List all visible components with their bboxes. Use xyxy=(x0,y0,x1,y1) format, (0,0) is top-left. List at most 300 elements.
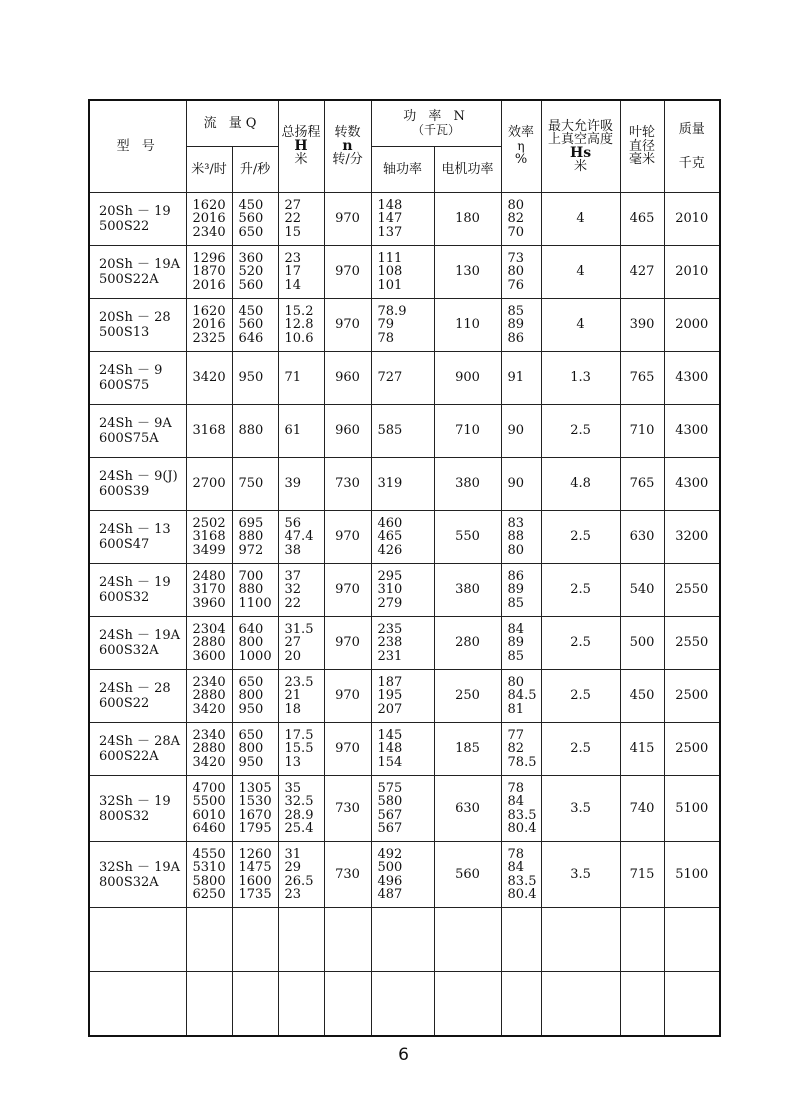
cell-suction-height: 2.5 xyxy=(541,670,620,723)
cell-flow-ls-value: 560 xyxy=(238,211,264,227)
cell-efficiency-value: 85 xyxy=(507,303,525,319)
header-shaft-power: 轴功率 xyxy=(371,147,434,193)
cell-model-value: 24Sh － 9 xyxy=(99,363,163,378)
blank-cell xyxy=(434,908,501,972)
cell-motor-power: 710 xyxy=(434,405,501,458)
cell-mass: 2500 xyxy=(664,670,720,723)
cell-flow-ls-value: 450 xyxy=(238,197,264,213)
cell-mass: 4300 xyxy=(664,352,720,405)
blank-cell xyxy=(664,972,720,1037)
cell-efficiency xyxy=(501,246,541,299)
cell-impeller-diameter: 427 xyxy=(620,246,664,299)
cell-motor-power: 185 xyxy=(434,723,501,776)
cell-flow-m3h-value: 2502 xyxy=(192,515,226,531)
cell-flow-m3h-value: 2340 xyxy=(192,727,226,743)
cell-flow-ls-value: 650 xyxy=(238,224,264,240)
blank-cell xyxy=(324,972,371,1037)
cell-flow-ls-value: 880 xyxy=(238,529,264,545)
cell-head-value: 27 xyxy=(284,197,302,213)
blank-cell xyxy=(186,972,232,1037)
cell-model-value: 24Sh － 9A xyxy=(99,416,172,431)
cell-efficiency-value: 82 xyxy=(507,211,525,227)
cell-head-value: 38 xyxy=(284,542,302,558)
cell-efficiency-value: 85 xyxy=(507,595,525,611)
cell-speed: 960 xyxy=(324,405,371,458)
cell-efficiency-value: 78 xyxy=(507,846,525,862)
cell-flow-ls-value: 1100 xyxy=(238,595,272,611)
cell-shaft-power-value: 137 xyxy=(377,224,403,240)
cell-flow-ls-value: 1795 xyxy=(238,821,272,836)
cell-shaft-power-value: 231 xyxy=(377,648,403,664)
cell-model-value: 32Sh － 19 xyxy=(99,793,171,809)
cell-suction-height: 2.5 xyxy=(541,564,620,617)
cell-motor-power: 560 xyxy=(434,842,501,908)
cell-flow-m3h-value: 1296 xyxy=(192,250,226,266)
cell-head-value: 29 xyxy=(284,860,302,875)
cell-head-value: 22 xyxy=(284,595,302,611)
cell-shaft-power-value: 465 xyxy=(377,529,403,545)
cell-flow-ls-value: 560 xyxy=(238,317,264,333)
cell-suction-height: 2.5 xyxy=(541,511,620,564)
cell-efficiency-value: 81 xyxy=(507,701,525,717)
cell-efficiency-value: 76 xyxy=(507,277,525,293)
cell-head-value: 17 xyxy=(284,264,302,280)
cell-shaft-power-value: 145 xyxy=(377,727,403,743)
cell-shaft-power-value: 207 xyxy=(377,701,403,717)
cell-speed: 960 xyxy=(324,352,371,405)
cell-flow-m3h xyxy=(186,564,232,617)
cell-model xyxy=(89,405,186,458)
cell-head-value: 10.6 xyxy=(284,330,314,346)
cell-head-value: 15.2 xyxy=(284,303,314,319)
cell-flow-m3h-value: 5800 xyxy=(192,873,226,889)
cell-efficiency-value: 84.5 xyxy=(507,688,537,704)
cell-head-value: 15 xyxy=(284,224,302,240)
cell-shaft-power-value: 235 xyxy=(377,621,403,637)
cell-shaft-power-value: 567 xyxy=(377,807,403,823)
cell-efficiency-value: 70 xyxy=(507,224,525,240)
cell-flow-ls xyxy=(232,352,278,405)
cell-impeller-diameter: 500 xyxy=(620,617,664,670)
cell-flow-ls xyxy=(232,564,278,617)
cell-impeller-diameter: 715 xyxy=(620,842,664,908)
cell-motor-power: 180 xyxy=(434,193,501,246)
cell-flow-ls-value: 1000 xyxy=(238,648,272,664)
cell-speed: 970 xyxy=(324,670,371,723)
cell-flow-ls-value: 950 xyxy=(238,701,264,717)
cell-shaft-power-value: 426 xyxy=(377,542,403,558)
cell-head-value: 15.5 xyxy=(284,741,314,757)
cell-efficiency-value: 86 xyxy=(507,330,525,346)
cell-efficiency-value: 80.4 xyxy=(507,821,537,836)
header-flow-m3h: 米³/时 xyxy=(186,147,232,193)
cell-suction-height: 4.8 xyxy=(541,458,620,511)
blank-cell xyxy=(434,972,501,1037)
cell-flow-m3h-value: 2880 xyxy=(192,635,226,651)
cell-flow-ls xyxy=(232,405,278,458)
cell-flow-m3h-value: 3960 xyxy=(192,595,226,611)
cell-flow-m3h-value: 4550 xyxy=(192,846,226,862)
cell-suction-height: 4 xyxy=(541,299,620,352)
cell-efficiency xyxy=(501,617,541,670)
cell-shaft-power-value: 460 xyxy=(377,515,403,531)
header-motor-power: 电机功率 xyxy=(434,147,501,193)
blank-row xyxy=(89,972,720,1037)
table-row xyxy=(89,842,720,908)
cell-flow-m3h xyxy=(186,405,232,458)
cell-head-value: 14 xyxy=(284,277,302,293)
header-speed: 转数 n 转/分 xyxy=(324,100,371,193)
cell-model-value: 600S75A xyxy=(99,431,159,446)
cell-flow-m3h xyxy=(186,299,232,352)
blank-cell xyxy=(89,908,186,972)
cell-head xyxy=(278,405,324,458)
cell-flow-ls-value: 1670 xyxy=(238,807,272,823)
cell-flow-ls-value: 880 xyxy=(238,582,264,598)
cell-model-value: 24Sh － 9(J) xyxy=(99,469,178,484)
cell-head xyxy=(278,670,324,723)
cell-speed: 730 xyxy=(324,458,371,511)
blank-cell xyxy=(278,908,324,972)
cell-head-value: 22 xyxy=(284,211,302,227)
cell-shaft-power xyxy=(371,352,434,405)
cell-flow-m3h xyxy=(186,723,232,776)
cell-head-value: 35 xyxy=(284,780,302,796)
cell-head-value: 31 xyxy=(284,846,302,862)
cell-efficiency xyxy=(501,776,541,842)
cell-head xyxy=(278,352,324,405)
cell-shaft-power-value: 295 xyxy=(377,568,403,584)
cell-flow-ls xyxy=(232,842,278,908)
cell-model xyxy=(89,458,186,511)
cell-head-value: 23.5 xyxy=(284,674,314,690)
blank-cell xyxy=(541,972,620,1037)
cell-model-value: 600S47 xyxy=(99,537,150,552)
cell-efficiency-value: 91 xyxy=(507,370,525,386)
cell-head-value: 20 xyxy=(284,648,302,664)
cell-head xyxy=(278,193,324,246)
cell-flow-m3h-value: 2700 xyxy=(192,476,226,492)
cell-flow-ls-value: 650 xyxy=(238,727,264,743)
cell-flow-ls-value: 800 xyxy=(238,741,264,757)
cell-head-value: 47.4 xyxy=(284,529,314,545)
cell-efficiency xyxy=(501,723,541,776)
cell-efficiency xyxy=(501,405,541,458)
cell-flow-ls-value: 1475 xyxy=(238,860,272,875)
cell-impeller-diameter: 465 xyxy=(620,193,664,246)
cell-head-value: 23 xyxy=(284,887,302,902)
cell-model-value: 600S22A xyxy=(99,749,159,764)
cell-flow-m3h xyxy=(186,670,232,723)
cell-impeller-diameter: 450 xyxy=(620,670,664,723)
blank-cell xyxy=(186,908,232,972)
cell-head-value: 32.5 xyxy=(284,794,314,809)
cell-head-value: 21 xyxy=(284,688,302,704)
cell-speed: 970 xyxy=(324,246,371,299)
cell-shaft-power xyxy=(371,511,434,564)
cell-flow-m3h-value: 5500 xyxy=(192,794,226,809)
cell-impeller-diameter: 415 xyxy=(620,723,664,776)
cell-suction-height: 2.5 xyxy=(541,617,620,670)
cell-model xyxy=(89,723,186,776)
cell-model-value: 600S32A xyxy=(99,643,159,658)
cell-speed: 970 xyxy=(324,723,371,776)
cell-mass: 3200 xyxy=(664,511,720,564)
cell-shaft-power-value: 279 xyxy=(377,595,403,611)
header-model: 型 号 xyxy=(89,100,186,193)
cell-flow-m3h-value: 3420 xyxy=(192,754,226,770)
cell-head-value: 25.4 xyxy=(284,821,314,836)
cell-head-value: 18 xyxy=(284,701,302,717)
cell-flow-m3h xyxy=(186,776,232,842)
cell-efficiency xyxy=(501,564,541,617)
cell-efficiency xyxy=(501,511,541,564)
cell-shaft-power-value: 496 xyxy=(377,873,403,889)
cell-shaft-power-value: 78.9 xyxy=(377,303,407,319)
cell-flow-m3h-value: 3168 xyxy=(192,529,226,545)
cell-efficiency-value: 90 xyxy=(507,423,525,439)
cell-efficiency-value: 88 xyxy=(507,529,525,545)
cell-shaft-power-value: 79 xyxy=(377,317,395,333)
blank-cell xyxy=(501,908,541,972)
header-efficiency: 效率 η % xyxy=(501,100,541,193)
cell-flow-m3h xyxy=(186,458,232,511)
cell-shaft-power-value: 187 xyxy=(377,674,403,690)
cell-flow-m3h-value: 1620 xyxy=(192,303,226,319)
cell-model-value: 500S13 xyxy=(99,325,150,340)
cell-flow-ls-value: 450 xyxy=(238,303,264,319)
cell-impeller-diameter: 740 xyxy=(620,776,664,842)
cell-flow-ls-value: 950 xyxy=(238,370,264,386)
cell-shaft-power-value: 195 xyxy=(377,688,403,704)
cell-mass: 4300 xyxy=(664,458,720,511)
cell-flow-m3h-value: 6250 xyxy=(192,887,226,902)
cell-flow-m3h-value: 2304 xyxy=(192,621,226,637)
cell-efficiency-value: 85 xyxy=(507,648,525,664)
cell-suction-height: 3.5 xyxy=(541,842,620,908)
cell-head xyxy=(278,723,324,776)
blank-cell xyxy=(371,908,434,972)
cell-flow-m3h-value: 3420 xyxy=(192,370,226,386)
cell-head xyxy=(278,246,324,299)
cell-flow-m3h-value: 2880 xyxy=(192,741,226,757)
cell-model xyxy=(89,842,186,908)
header-flow: 流 量Q xyxy=(186,100,278,147)
cell-efficiency-value: 80 xyxy=(507,542,525,558)
cell-flow-m3h-value: 2016 xyxy=(192,277,226,293)
cell-model xyxy=(89,511,186,564)
cell-suction-height: 4 xyxy=(541,246,620,299)
cell-suction-height: 1.3 xyxy=(541,352,620,405)
table-row xyxy=(89,193,720,246)
cell-flow-ls xyxy=(232,670,278,723)
cell-efficiency-value: 83 xyxy=(507,515,525,531)
cell-shaft-power-value: 492 xyxy=(377,846,403,862)
cell-head-value: 23 xyxy=(284,250,302,266)
table-row xyxy=(89,405,720,458)
cell-efficiency-value: 82 xyxy=(507,741,525,757)
cell-efficiency-value: 86 xyxy=(507,568,525,584)
cell-shaft-power xyxy=(371,458,434,511)
cell-flow-m3h-value: 3168 xyxy=(192,423,226,439)
cell-shaft-power-value: 567 xyxy=(377,821,403,836)
header-power: 功 率 N （千瓦） xyxy=(371,100,501,147)
cell-flow-m3h xyxy=(186,352,232,405)
table-row xyxy=(89,246,720,299)
cell-motor-power: 110 xyxy=(434,299,501,352)
cell-flow-ls xyxy=(232,246,278,299)
cell-flow-m3h-value: 2325 xyxy=(192,330,226,346)
pump-spec-sheet xyxy=(88,99,719,1037)
cell-mass: 4300 xyxy=(664,405,720,458)
cell-flow-m3h-value: 2340 xyxy=(192,224,226,240)
table-row xyxy=(89,776,720,842)
cell-head-value: 37 xyxy=(284,568,302,584)
cell-flow-ls xyxy=(232,193,278,246)
cell-impeller-diameter: 390 xyxy=(620,299,664,352)
cell-speed: 970 xyxy=(324,617,371,670)
cell-efficiency xyxy=(501,193,541,246)
cell-efficiency-value: 80 xyxy=(507,264,525,280)
cell-motor-power: 550 xyxy=(434,511,501,564)
cell-efficiency-value: 73 xyxy=(507,250,525,266)
cell-efficiency-value: 80 xyxy=(507,674,525,690)
table-row xyxy=(89,670,720,723)
cell-shaft-power-value: 111 xyxy=(377,250,403,266)
cell-head-value: 32 xyxy=(284,582,302,598)
cell-model xyxy=(89,352,186,405)
cell-flow-m3h xyxy=(186,193,232,246)
cell-model-value: 24Sh － 13 xyxy=(99,522,171,537)
cell-head-value: 13 xyxy=(284,754,302,770)
cell-model-value: 600S22 xyxy=(99,696,150,711)
cell-suction-height: 2.5 xyxy=(541,405,620,458)
cell-motor-power: 130 xyxy=(434,246,501,299)
cell-motor-power: 250 xyxy=(434,670,501,723)
cell-flow-m3h-value: 3499 xyxy=(192,542,226,558)
cell-head-value: 12.8 xyxy=(284,317,314,333)
cell-flow-ls-value: 880 xyxy=(238,423,264,439)
table-row xyxy=(89,564,720,617)
table-row xyxy=(89,352,720,405)
cell-shaft-power xyxy=(371,776,434,842)
cell-head xyxy=(278,511,324,564)
cell-flow-ls-value: 700 xyxy=(238,568,264,584)
cell-model-value: 500S22A xyxy=(99,272,159,287)
cell-shaft-power-value: 575 xyxy=(377,780,403,796)
cell-motor-power: 380 xyxy=(434,564,501,617)
header-impeller-diameter: 叶轮 直径 毫米 xyxy=(620,100,664,193)
cell-head-value: 61 xyxy=(284,423,302,439)
cell-mass: 2550 xyxy=(664,564,720,617)
cell-efficiency-value: 84 xyxy=(507,794,525,809)
cell-motor-power: 630 xyxy=(434,776,501,842)
cell-flow-m3h-value: 2016 xyxy=(192,211,226,227)
blank-cell xyxy=(232,972,278,1037)
cell-efficiency xyxy=(501,458,541,511)
cell-flow-ls-value: 1305 xyxy=(238,780,272,796)
cell-shaft-power-value: 154 xyxy=(377,754,403,770)
cell-flow-ls-value: 695 xyxy=(238,515,264,531)
cell-model xyxy=(89,299,186,352)
cell-flow-ls-value: 800 xyxy=(238,688,264,704)
cell-model-value: 20Sh － 28 xyxy=(99,310,171,325)
cell-flow-ls xyxy=(232,723,278,776)
blank-row xyxy=(89,908,720,972)
blank-cell xyxy=(620,972,664,1037)
cell-efficiency-value: 77 xyxy=(507,727,525,743)
cell-shaft-power xyxy=(371,842,434,908)
cell-flow-m3h-value: 6460 xyxy=(192,821,226,836)
cell-shaft-power-value: 238 xyxy=(377,635,403,651)
cell-flow-ls-value: 650 xyxy=(238,674,264,690)
header-head: 总扬程 H 米 xyxy=(278,100,324,193)
cell-model-value: 24Sh － 19 xyxy=(99,575,171,590)
table-row xyxy=(89,617,720,670)
cell-shaft-power-value: 727 xyxy=(377,370,403,386)
cell-flow-ls-value: 750 xyxy=(238,476,264,492)
cell-shaft-power xyxy=(371,193,434,246)
cell-motor-power: 900 xyxy=(434,352,501,405)
cell-efficiency xyxy=(501,842,541,908)
cell-flow-m3h-value: 1870 xyxy=(192,264,226,280)
cell-model-value: 24Sh － 28 xyxy=(99,681,171,696)
cell-shaft-power-value: 500 xyxy=(377,860,403,875)
pump-spec-table xyxy=(88,99,721,1037)
cell-efficiency-value: 78 xyxy=(507,780,525,796)
blank-cell xyxy=(89,972,186,1037)
table-body xyxy=(89,193,720,1037)
cell-flow-m3h xyxy=(186,511,232,564)
cell-mass: 2550 xyxy=(664,617,720,670)
cell-shaft-power-value: 148 xyxy=(377,197,403,213)
cell-shaft-power xyxy=(371,670,434,723)
cell-speed: 730 xyxy=(324,842,371,908)
cell-flow-ls-value: 1260 xyxy=(238,846,272,862)
cell-flow-m3h xyxy=(186,246,232,299)
cell-flow-ls xyxy=(232,511,278,564)
blank-cell xyxy=(324,908,371,972)
cell-shaft-power-value: 487 xyxy=(377,887,403,902)
header-mass: 质量 千克 xyxy=(664,100,720,193)
cell-flow-ls-value: 360 xyxy=(238,250,264,266)
cell-model-value: 800S32A xyxy=(99,874,159,890)
blank-cell xyxy=(232,908,278,972)
cell-head xyxy=(278,617,324,670)
cell-model xyxy=(89,193,186,246)
cell-flow-ls-value: 800 xyxy=(238,635,264,651)
cell-head xyxy=(278,564,324,617)
cell-flow-ls-value: 646 xyxy=(238,330,264,346)
cell-flow-ls-value: 1530 xyxy=(238,794,272,809)
cell-flow-ls-value: 972 xyxy=(238,542,264,558)
cell-model-value: 500S22 xyxy=(99,219,150,234)
cell-shaft-power xyxy=(371,723,434,776)
cell-shaft-power-value: 580 xyxy=(377,794,403,809)
cell-flow-m3h xyxy=(186,842,232,908)
cell-shaft-power-value: 147 xyxy=(377,211,403,227)
cell-flow-ls xyxy=(232,458,278,511)
cell-model xyxy=(89,776,186,842)
cell-mass: 2010 xyxy=(664,246,720,299)
cell-flow-m3h xyxy=(186,617,232,670)
cell-flow-ls-value: 1735 xyxy=(238,887,272,902)
cell-mass: 5100 xyxy=(664,842,720,908)
cell-shaft-power xyxy=(371,405,434,458)
cell-shaft-power xyxy=(371,617,434,670)
cell-efficiency-value: 83.5 xyxy=(507,807,537,823)
table-row xyxy=(89,458,720,511)
